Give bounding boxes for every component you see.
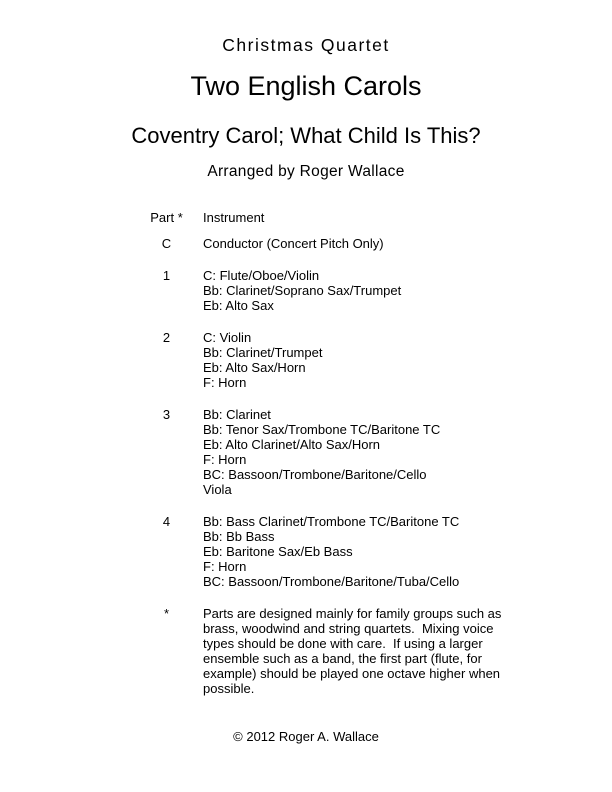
instrument-line: Eb: Alto Clarinet/Alto Sax/Horn xyxy=(203,437,381,452)
footnote-text: Parts are designed mainly for family groups such as brass, woodwind and string quartets. Mixing voice types should be done with care. If using a larger ensemble such as a band, the first part (flute, for example) should be played one octave higher when possible. xyxy=(203,606,506,696)
table-row-conductor xyxy=(148,236,612,251)
instrument-list xyxy=(203,268,509,313)
part-label: 2 xyxy=(162,330,171,345)
instrument-line: Bb: Clarinet xyxy=(203,407,271,422)
instrument-list xyxy=(203,330,509,390)
instrument-line: C: Violin xyxy=(203,330,252,345)
instrument-list xyxy=(203,236,509,251)
instrument-line: F: Horn xyxy=(203,375,247,390)
instrument-line: Bb: Clarinet/Soprano Sax/Trumpet xyxy=(203,283,402,298)
table-row-part-4 xyxy=(148,514,612,589)
table-row-part-1 xyxy=(148,268,612,313)
parts-table xyxy=(148,210,612,696)
part-label: 3 xyxy=(162,407,171,422)
instrument-column-header: Instrument xyxy=(203,210,265,225)
instrument-line: Conductor (Concert Pitch Only) xyxy=(203,236,384,251)
footnote-marker: * xyxy=(163,606,170,621)
instrument-line: Eb: Alto Sax xyxy=(203,298,274,313)
instrument-line: Eb: Baritone Sax/Eb Bass xyxy=(203,544,353,559)
part-label: 4 xyxy=(162,514,171,529)
footnote-row xyxy=(148,606,612,696)
instrument-line: Bb: Bass Clarinet/Trombone TC/Baritone TC xyxy=(203,514,460,529)
instrument-line: Viola xyxy=(203,482,232,497)
collection-title: Christmas Quartet xyxy=(222,35,390,55)
copyright-notice: © 2012 Roger A. Wallace xyxy=(233,729,379,744)
instrument-line: Bb: Tenor Sax/Trombone TC/Baritone TC xyxy=(203,422,441,437)
instrument-list xyxy=(203,407,509,497)
part-label: C xyxy=(161,236,172,251)
instrument-line: BC: Bassoon/Trombone/Baritone/Cello xyxy=(203,467,427,482)
instrument-line: F: Horn xyxy=(203,452,247,467)
instrument-line: Bb: Bb Bass xyxy=(203,529,275,544)
table-row-part-2 xyxy=(148,330,612,390)
instrument-line: Eb: Alto Sax/Horn xyxy=(203,360,306,375)
subtitle-carol-names: Coventry Carol; What Child Is This? xyxy=(131,123,481,148)
instrument-line: BC: Bassoon/Trombone/Baritone/Tuba/Cello xyxy=(203,574,460,589)
part-label: 1 xyxy=(162,268,171,283)
part-column-header: Part * xyxy=(150,210,183,225)
instrument-list xyxy=(203,514,509,589)
instrument-line: C: Flute/Oboe/Violin xyxy=(203,268,320,283)
instrument-line: Bb: Clarinet/Trumpet xyxy=(203,345,323,360)
table-header-row xyxy=(148,210,612,225)
instrument-line: F: Horn xyxy=(203,559,247,574)
table-row-part-3 xyxy=(148,407,612,497)
page-title: Two English Carols xyxy=(190,71,422,101)
arranger-credit: Arranged by Roger Wallace xyxy=(207,163,405,180)
